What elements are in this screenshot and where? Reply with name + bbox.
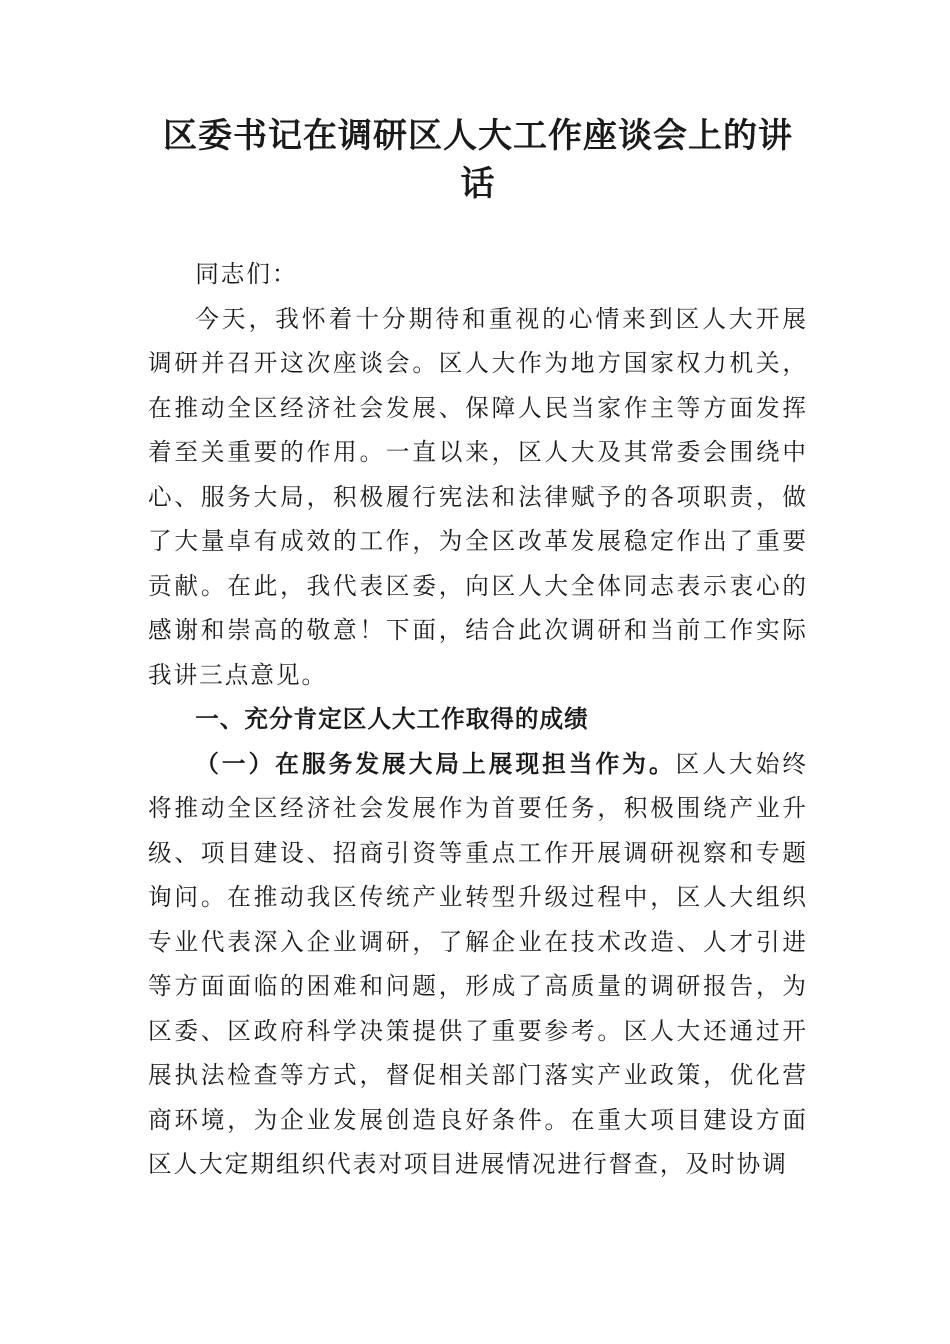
document-body bbox=[148, 252, 808, 1187]
subsection-lead-1: （一）在服务发展大局上展现担当作为。 bbox=[195, 749, 676, 778]
salutation: 同志们： bbox=[195, 260, 298, 288]
intro-paragraph: 今天，我怀着十分期待和重视的心情来到区人大开展调研并召开这次座谈会。区人大作为地方国家权力机关，在推动全区经济社会发展、保障人民当家作主等方面发挥着至关重要的作用。一直以来，区人大及其常委会围绕中心、服务大局，积极履行宪法和法律赋予的各项职责，做了大量卓有成效的工作，为全区改革发展稳定作出了重要贡献。在此，我代表区委，向区人大全体同志表示衷心的感谢和崇高的敬意！下面，结合此次调研和当前工作实际我讲三点意见。 bbox=[148, 304, 808, 689]
subsection-text-1: 区人大始终将推动全区经济社会发展作为首要任务，积极围绕产业升级、项目建设、招商引资等重点工作开展调研视察和专题询问。在推动我区传统产业转型升级过程中，区人大组织专业代表深入企业调研，了解企业在技术改造、人才引进等方面面临的困难和问题，形成了高质量的调研报告，为区委、区政府科学决策提供了重要参考。区人大还通过开展执法检查等方式，督促相关部门落实产业政策，优化营商环境，为企业发展创造良好条件。在重大项目建设方面区人大定期组织代表对项目进展情况进行督查，及时协调 bbox=[148, 749, 809, 1178]
subsection-paragraph-1 bbox=[148, 742, 808, 1187]
document-title: 区委书记在调研区人大工作座谈会上的讲话 bbox=[163, 116, 793, 204]
section-heading-1: 一、充分肯定区人大工作取得的成绩 bbox=[195, 705, 589, 733]
